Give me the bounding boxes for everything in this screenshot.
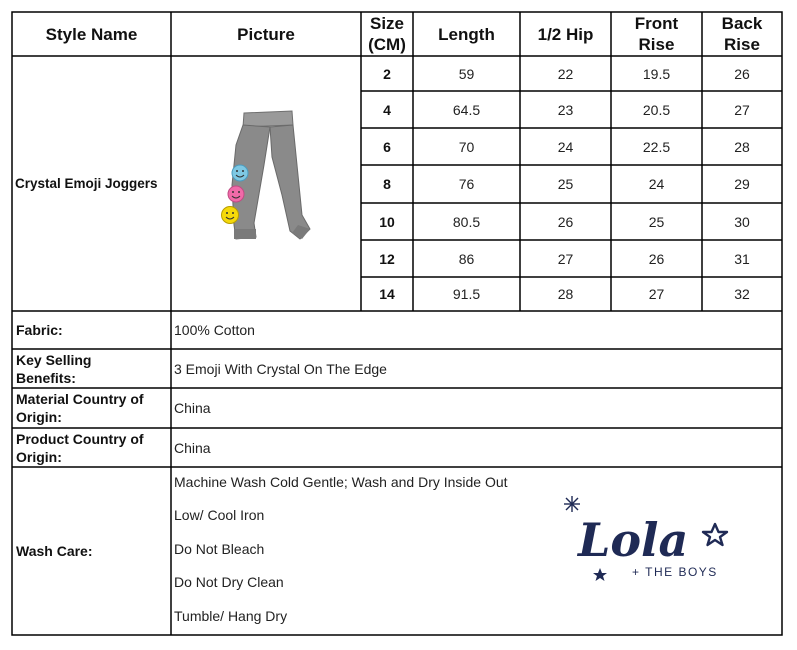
wash-care-item: Low/ Cool Iron — [174, 507, 265, 523]
header-front-rise — [611, 12, 702, 56]
star-icon — [564, 496, 580, 512]
back-rise-cell: 32 — [734, 286, 750, 302]
length-cell: 70 — [458, 138, 475, 155]
back-rise-cell: 27 — [734, 101, 750, 118]
front-rise-cell: 26 — [648, 250, 665, 267]
front-rise-cell: 24 — [648, 176, 665, 192]
back-rise-cell: 30 — [734, 213, 750, 230]
header-back-rise-line2: Rise — [724, 35, 760, 54]
back-rise-cell: 26 — [734, 65, 750, 82]
wash-care-label: Wash Care: — [16, 543, 93, 559]
header-size-line2: (CM) — [368, 35, 406, 54]
size-cell: 6 — [383, 138, 391, 155]
material-origin-value: China — [174, 400, 211, 416]
size-cell: 10 — [379, 213, 395, 230]
front-rise-cell: 25 — [648, 213, 665, 230]
header-style-name: Style Name — [45, 24, 138, 44]
length-cell: 76 — [458, 176, 475, 192]
header-length: Length — [438, 24, 495, 44]
benefits-label-line1: Key Selling — [16, 351, 92, 368]
front-rise-cell: 22.5 — [642, 138, 671, 155]
size-cell: 12 — [379, 250, 395, 267]
outline-star-icon — [703, 524, 727, 545]
back-rise-cell: 29 — [734, 176, 750, 192]
header-front-rise-line2: Rise — [638, 35, 675, 54]
back-rise-cell: 31 — [734, 250, 750, 267]
half-hip-cell: 25 — [557, 176, 574, 192]
size-cell: 2 — [383, 65, 391, 82]
half-hip-cell: 27 — [557, 250, 574, 267]
brand-tagline: + THE BOYS — [632, 565, 718, 579]
length-cell: 86 — [458, 250, 475, 267]
wash-care-item: Do Not Bleach — [174, 541, 265, 557]
size-cell: 4 — [383, 101, 391, 118]
length-cell: 91.5 — [452, 286, 481, 302]
front-rise-cell: 20.5 — [642, 101, 671, 118]
benefits-value: 3 Emoji With Crystal On The Edge — [174, 360, 387, 377]
fabric-value: 100% Cotton — [174, 322, 255, 338]
wash-care-item: Machine Wash Cold Gentle; Wash and Dry Inside Out — [174, 474, 508, 490]
fabric-label: Fabric: — [16, 322, 63, 338]
header-picture: Picture — [237, 24, 295, 44]
front-rise-cell: 27 — [648, 286, 665, 302]
small-star-icon — [593, 568, 607, 581]
wash-care-item: Tumble/ Hang Dry — [174, 608, 288, 624]
product-origin-label-line1: Product Country of — [16, 430, 144, 447]
length-cell: 64.5 — [452, 101, 481, 118]
front-rise-cell: 19.5 — [642, 65, 671, 82]
header-size-line1: Size — [369, 14, 405, 33]
material-origin-label-line2: Origin: — [16, 409, 62, 425]
header-half-hip: 1/2 Hip — [537, 24, 594, 44]
style-name: Crystal Emoji Joggers — [15, 175, 158, 191]
material-origin-label-line1: Material Country of — [16, 391, 144, 407]
half-hip-cell: 24 — [557, 138, 574, 155]
product-origin-label — [16, 428, 171, 467]
benefits-label-line2: Benefits: — [16, 369, 76, 386]
length-cell: 80.5 — [452, 213, 481, 230]
half-hip-cell: 22 — [557, 65, 574, 82]
joggers-icon — [222, 111, 311, 239]
half-hip-cell: 26 — [557, 213, 574, 230]
brand-logo — [560, 490, 740, 590]
back-rise-cell: 28 — [734, 138, 750, 155]
product-origin-value: China — [174, 439, 211, 456]
product-picture — [210, 105, 320, 250]
header-size — [361, 12, 413, 56]
half-hip-cell: 23 — [557, 101, 574, 118]
header-front-rise-line1: Front — [634, 14, 679, 33]
wash-care-item: Do Not Dry Clean — [174, 574, 284, 590]
product-origin-label-line2: Origin: — [16, 448, 62, 465]
brand-wordmark: Lola — [578, 513, 689, 567]
size-cell: 14 — [379, 286, 395, 302]
length-cell: 59 — [458, 65, 475, 82]
size-cell: 8 — [383, 176, 391, 192]
material-origin-label — [16, 388, 171, 428]
benefits-label — [16, 349, 171, 388]
header-back-rise — [702, 12, 782, 56]
half-hip-cell: 28 — [557, 286, 574, 302]
header-back-rise-line1: Back — [721, 14, 763, 33]
